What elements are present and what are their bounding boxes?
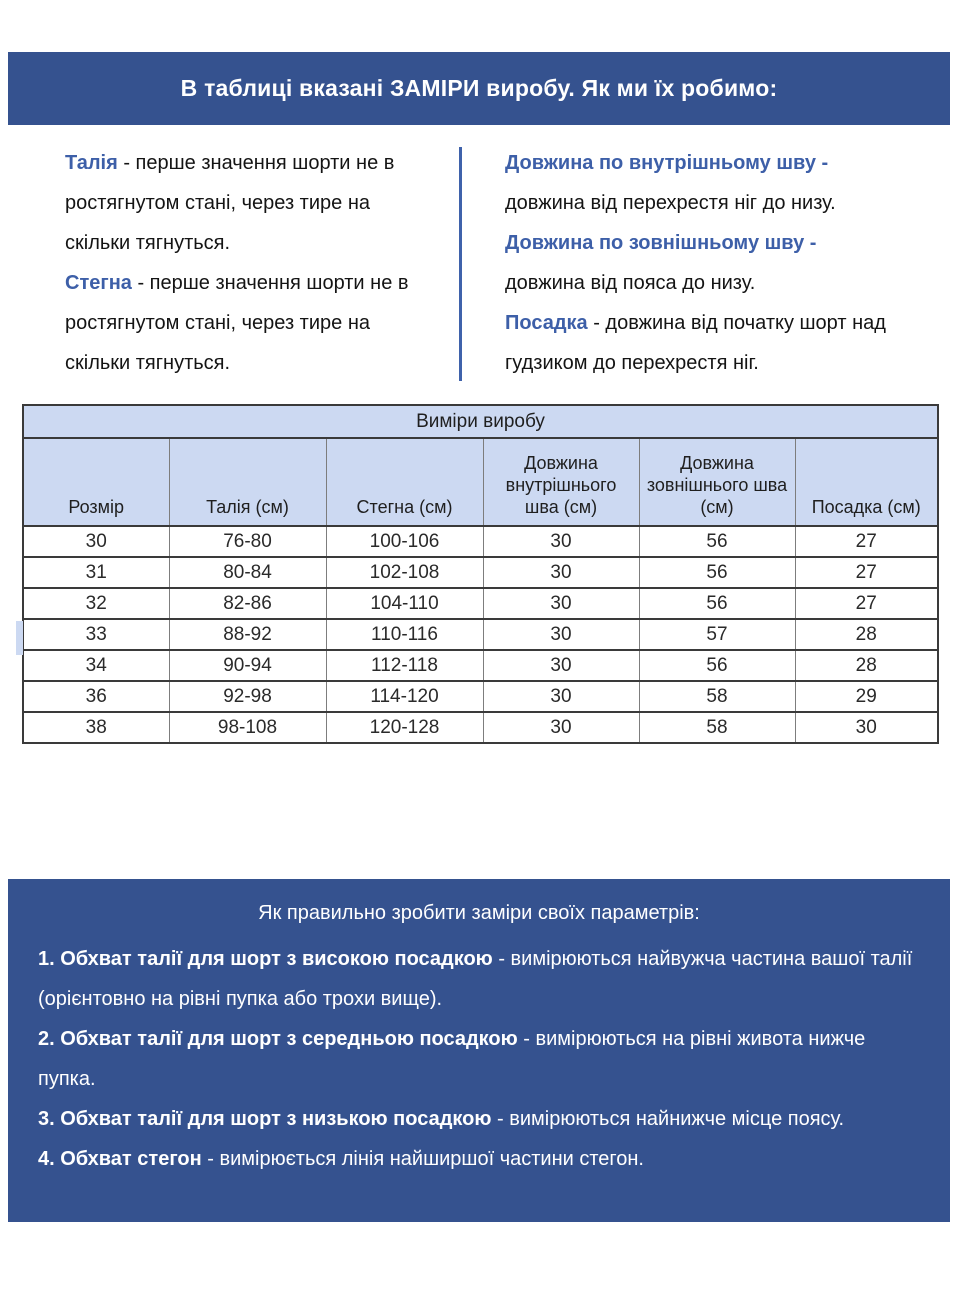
size-table [22,404,939,744]
cell-waist: 98-108 [169,712,326,743]
definition-outer-seam [505,223,890,303]
cell-size: 33 [23,619,169,650]
instruction-text: - вимірюються найнижче місце поясу. [497,1108,845,1130]
table-row [23,526,938,557]
column-header-size: Розмір [23,438,169,526]
cell-size: 30 [23,526,169,557]
cell-inner-seam: 30 [483,526,639,557]
definition-text: - перше значення шорти не в ростягнутом стані, через тире на скільки тягнуться. [65,152,395,254]
cell-inner-seam: 30 [483,681,639,712]
cell-hips: 100-106 [326,526,483,557]
page-title: В таблиці вказані ЗАМІРИ виробу. Як ми їх робимо: [180,75,778,101]
cell-hips: 104-110 [326,588,483,619]
cell-waist: 82-86 [169,588,326,619]
cell-size: 36 [23,681,169,712]
instruction-text: - вимірюються на рівні живота нижче пупка. [38,1028,866,1090]
cell-hips: 112-118 [326,650,483,681]
definition-text: довжина від перехрестя ніг до низу. [505,192,836,214]
cell-rise: 27 [795,526,938,557]
definition-text: - довжина від початку шорт над гудзиком до перехрестя ніг. [505,312,886,374]
instruction-item-4 [38,1139,920,1179]
definitions-left-column [65,143,437,385]
cell-size: 32 [23,588,169,619]
instruction-item-3 [38,1099,920,1139]
cell-size: 34 [23,650,169,681]
cell-waist: 80-84 [169,557,326,588]
cell-rise: 30 [795,712,938,743]
instruction-text: - вимірюються найвужча частина вашої талії (орієнтовно на рівні пупка або трохи вище). [38,948,913,1010]
definition-inner-seam [505,143,890,223]
definition-term: Довжина по зовнішньому шву - [505,232,817,254]
definition-text: - перше значення шорти не в ростягнутом стані, через тире на скільки тягнуться. [65,272,409,374]
table-row [23,650,938,681]
table-title: Виміри виробу [23,405,938,438]
cell-waist: 76-80 [169,526,326,557]
cell-hips: 102-108 [326,557,483,588]
cell-size: 31 [23,557,169,588]
definition-talia [65,143,437,263]
instruction-lead: 2. Обхват талії для шорт з середньою посадкою [38,1028,518,1050]
column-header-rise: Посадка (см) [795,438,938,526]
cell-inner-seam: 30 [483,712,639,743]
cell-waist: 92-98 [169,681,326,712]
instructions-section [8,879,950,1222]
cell-hips: 120-128 [326,712,483,743]
cell-inner-seam: 30 [483,588,639,619]
cell-outer-seam: 58 [639,712,795,743]
cell-inner-seam: 30 [483,557,639,588]
table-row [23,557,938,588]
column-header-hips: Стегна (см) [326,438,483,526]
instruction-item-2 [38,1019,920,1099]
definition-text: довжина від пояса до низу. [505,272,756,294]
instruction-lead: 3. Обхват талії для шорт з низькою посадкою [38,1108,492,1130]
column-header-waist: Талія (см) [169,438,326,526]
table-row [23,619,938,650]
definition-term: Довжина по внутрішньому шву - [505,152,829,174]
cell-rise: 27 [795,557,938,588]
cell-outer-seam: 56 [639,650,795,681]
cell-outer-seam: 56 [639,526,795,557]
cell-outer-seam: 56 [639,557,795,588]
table-row [23,681,938,712]
cell-outer-seam: 56 [639,588,795,619]
cell-outer-seam: 58 [639,681,795,712]
table-title-row [23,405,938,438]
instruction-lead: 4. Обхват стегон [38,1148,202,1170]
instruction-lead: 1. Обхват талії для шорт з високою посадкою [38,948,493,970]
definitions-section [0,143,960,385]
instructions-title: Як правильно зробити заміри своїх параметрів: [258,902,700,924]
cell-rise: 27 [795,588,938,619]
cell-inner-seam: 30 [483,650,639,681]
instruction-item-1 [38,939,920,1019]
definition-term: Посадка [505,312,588,334]
top-banner [8,52,950,125]
cell-hips: 114-120 [326,681,483,712]
cell-rise: 29 [795,681,938,712]
cell-rise: 28 [795,650,938,681]
cell-waist: 90-94 [169,650,326,681]
definition-term: Стегна [65,272,132,294]
column-header-outer-seam: Довжина зовнішнього шва (см) [639,438,795,526]
cell-inner-seam: 30 [483,619,639,650]
definition-posadka [505,303,890,383]
definition-term: Талія [65,152,118,174]
cell-size: 38 [23,712,169,743]
table-header-row [23,438,938,526]
cell-outer-seam: 57 [639,619,795,650]
cell-waist: 88-92 [169,619,326,650]
column-header-inner-seam: Довжина внутрішнього шва (см) [483,438,639,526]
column-divider [459,147,462,381]
table-row [23,588,938,619]
cell-rise: 28 [795,619,938,650]
table-row [23,712,938,743]
definition-stegna [65,263,437,383]
cell-hips: 110-116 [326,619,483,650]
instruction-text: - вимірюється лінія найширшої частини стегон. [207,1148,644,1170]
row-highlight-artifact [16,621,23,655]
definitions-right-column [505,143,890,385]
